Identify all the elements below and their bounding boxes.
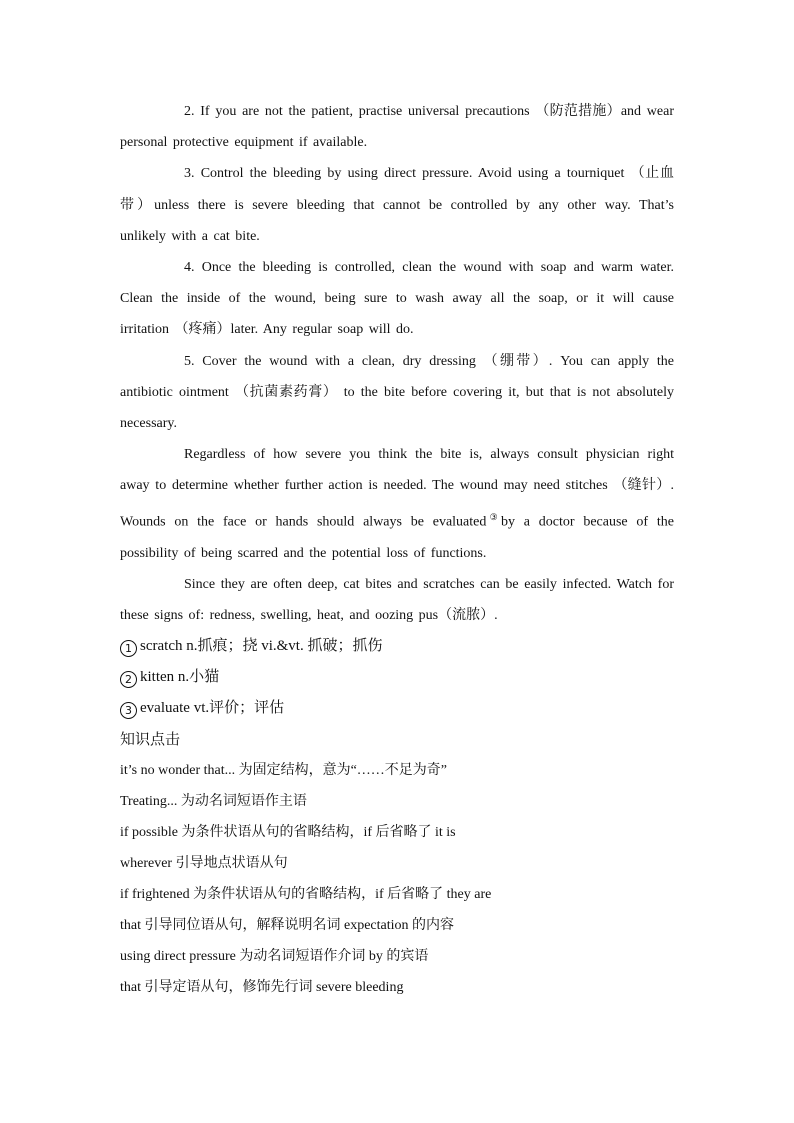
knowledge-point: that 引导同位语从句，解释说明名词 expectation 的内容	[120, 918, 455, 934]
vocab-note	[120, 662, 674, 693]
paragraph-body-tail: by a doctor because of the possibility of being scarred and the potential loss of functions.	[120, 514, 674, 561]
document-content	[120, 96, 674, 1003]
paragraph-regardless	[120, 439, 674, 568]
knowledge-point: if possible 为条件状语从句的省略结构，if 后省略了 it is	[120, 825, 456, 841]
paragraph-text: 2. If you are not the patient, practise universal precautions （防范措施）and wear personal protective equipment if available.	[120, 104, 674, 151]
section-heading: 知识点击	[120, 730, 181, 749]
knowledge-point: wherever 引导地点状语从句	[120, 856, 288, 872]
paragraph-step-2	[120, 96, 674, 158]
vocab-note-text: scratch n.抓痕；挠 vi.&vt. 抓破；抓伤	[140, 638, 383, 655]
knowledge-point: it’s no wonder that... 为固定结构，意为“……不足为奇”	[120, 763, 448, 779]
paragraph-text: 3. Control the bleeding by using direct pressure. Avoid using a tourniquet （止血带）unless there is severe bleeding that cannot be controlled by any other way. That’s unlikely with a cat bite.	[120, 166, 674, 244]
paragraph-step-3	[120, 158, 674, 252]
paragraph-text: 5. Cover the wound with a clean, dry dressing （绷带）. You can apply the antibiotic ointment （抗菌素药膏） to the bite before covering it, but that is not absolutely necessary.	[120, 353, 674, 432]
circled-number: 2	[120, 671, 137, 688]
circled-number: 3	[120, 702, 137, 719]
knowledge-point: if frightened 为条件状语从句的省略结构，if 后省略了 they are	[120, 887, 492, 903]
vocab-note-text: kitten n.小猫	[140, 669, 220, 686]
paragraph-step-4	[120, 252, 674, 346]
vocab-note-text: evaluate vt.评价；评估	[140, 700, 285, 717]
paragraph-body: Regardless of how severe you think the bite is, always consult physician right away to determine whether further action is needed. The wound may need stitches （缝针）. Wounds on the face or hands should always be evaluated	[120, 447, 674, 530]
knowledge-points	[120, 755, 674, 1003]
vocab-notes	[120, 631, 674, 724]
knowledge-point: that 引导定语从句，修饰先行词 severe bleeding	[120, 980, 404, 996]
knowledge-point: using direct pressure 为动名词短语作介词 by 的宾语	[120, 949, 429, 965]
knowledge-point: Treating... 为动名词短语作主语	[120, 794, 307, 810]
footnote-marker: ③	[486, 511, 502, 522]
paragraph-text: 4. Once the bleeding is controlled, clean the wound with soap and warm water. Clean the inside of the wound, being sure to wash away all the soap, or it will cause irritation （疼痛）later. Any regular soap will do.	[120, 260, 674, 338]
circled-number: 1	[120, 640, 137, 657]
vocab-note	[120, 631, 674, 662]
paragraph-since	[120, 569, 674, 631]
paragraph-text	[120, 439, 674, 568]
paragraph-step-5	[120, 346, 674, 440]
paragraph-text: Since they are often deep, cat bites and scratches can be easily infected. Watch for these signs of: redness, swelling, heat, and oozing pus（流脓）.	[120, 576, 674, 623]
vocab-note	[120, 693, 674, 724]
